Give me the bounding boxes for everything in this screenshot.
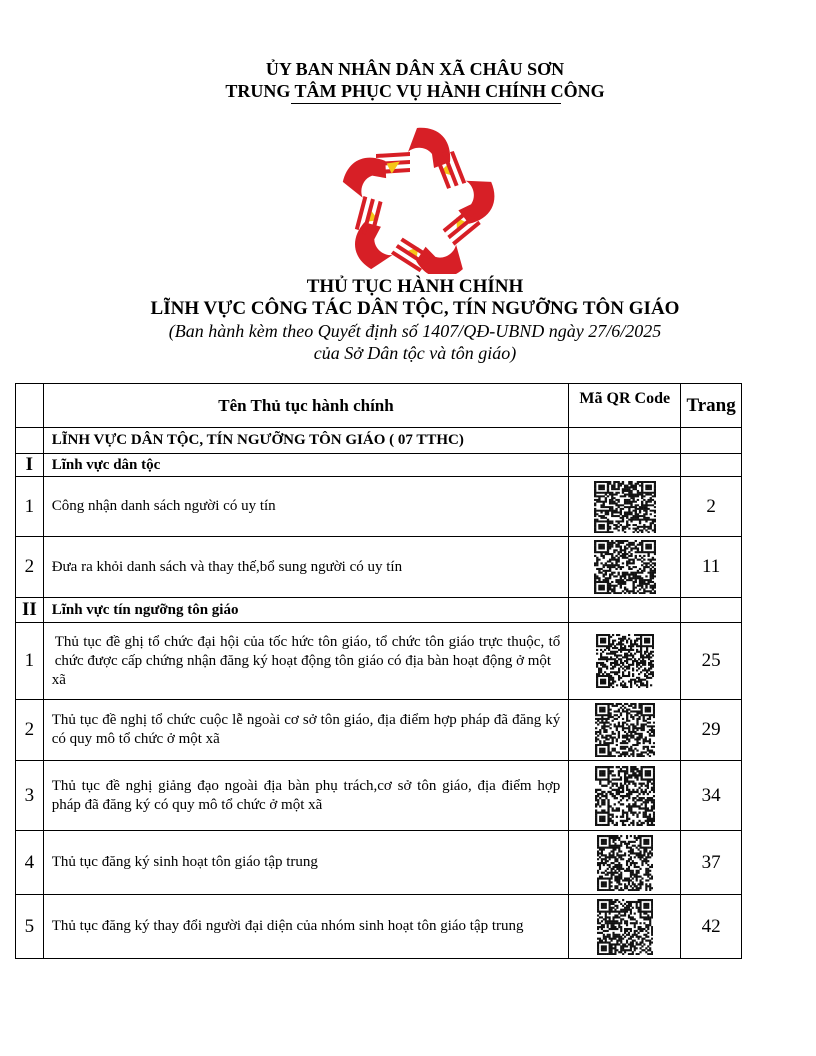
group-label: LĨNH VỰC DÂN TỘC, TÍN NGƯỠNG TÔN GIÁO ( 07 TTHC)	[43, 428, 569, 454]
row-name: Thủ tục đề ghị tổ chức đại hội của tốc hức tôn giáo, tổ chức tôn giáo trực thuộc, tổ chức được cấp chứng nhận đăng ký hoạt động tôn giáo có địa bàn hoạt động ở một	[54, 633, 561, 669]
row-name: Thủ tục đăng ký sinh hoạt tôn giáo tập trung	[43, 831, 569, 895]
section-label: Lĩnh vực dân tộc	[43, 454, 569, 477]
doc-decision: (Ban hành kèm theo Quyết định số 1407/QĐ-UBND ngày 27/6/2025	[168, 321, 662, 341]
procedure-table	[15, 383, 742, 959]
section-row	[16, 598, 742, 623]
qr-code[interactable]	[595, 703, 655, 757]
header-name: Tên Thủ tục hành chính	[43, 384, 569, 428]
qr-code[interactable]	[594, 540, 656, 594]
row-page: 37	[681, 831, 742, 895]
table-row	[16, 623, 742, 700]
qr-code[interactable]	[597, 835, 653, 891]
table-row	[16, 831, 742, 895]
section-label: Lĩnh vực tín ngưỡng tôn giáo	[43, 598, 569, 623]
row-page: 11	[681, 537, 742, 598]
row-name-tail: xã	[51, 671, 66, 688]
table-row	[16, 537, 742, 598]
doc-issuer: của Sở Dân tộc và tôn giáo)	[313, 343, 517, 363]
section-num: II	[16, 598, 44, 623]
center-name: TRUNG TÂM PHỤC VỤ HÀNH CHÍNH CÔNG	[225, 81, 605, 101]
row-name: Thủ tục đăng ký thay đổi người đại diện của nhóm sinh hoạt tôn giáo tập trung	[43, 895, 569, 959]
doc-title: THỦ TỤC HÀNH CHÍNH	[306, 276, 524, 297]
section-num: I	[16, 454, 44, 477]
row-name: Thủ tục đề nghị giảng đạo ngoài địa bàn phụ trách,cơ sở tôn giáo, địa điểm hợp pháp đã đăng ký có quy mô tổ chức ở một xã	[43, 761, 569, 831]
row-num: 3	[16, 761, 44, 831]
row-page: 42	[681, 895, 742, 959]
qr-code[interactable]	[594, 481, 656, 533]
qr-code[interactable]	[596, 634, 654, 688]
emblem-logo	[334, 126, 500, 274]
row-name: Thủ tục đề nghị tổ chức cuộc lễ ngoài cơ sở tôn giáo, địa điểm hợp pháp đã đăng ký có quy mô tổ chức ở một xã	[43, 700, 569, 761]
row-num: 2	[16, 537, 44, 598]
row-page: 25	[681, 623, 742, 700]
table-row	[16, 477, 742, 537]
row-page: 34	[681, 761, 742, 831]
row-num: 4	[16, 831, 44, 895]
qr-code[interactable]	[597, 899, 653, 955]
qr-code[interactable]	[595, 766, 655, 826]
table-row	[16, 761, 742, 831]
group-row	[16, 428, 742, 454]
table-header	[16, 384, 742, 428]
row-name: Đưa ra khỏi danh sách và thay thế,bổ sung người có uy tín	[43, 537, 569, 598]
header-qr: Mã QR Code	[569, 384, 681, 428]
row-num: 2	[16, 700, 44, 761]
row-num: 1	[16, 477, 44, 537]
table-row	[16, 700, 742, 761]
row-page: 29	[681, 700, 742, 761]
doc-subtitle: LĨNH VỰC CÔNG TÁC DÂN TỘC, TÍN NGƯỠNG TÔN GIÁO	[150, 298, 680, 319]
row-page: 2	[681, 477, 742, 537]
section-row	[16, 454, 742, 477]
org-name: ỦY BAN NHÂN DÂN XÃ CHÂU SƠN	[265, 59, 565, 79]
row-num: 5	[16, 895, 44, 959]
row-num: 1	[16, 623, 44, 700]
table-row	[16, 895, 742, 959]
divider	[291, 103, 561, 104]
header-page: Trang	[681, 384, 742, 428]
row-name: Công nhận danh sách người có uy tín	[43, 477, 569, 537]
